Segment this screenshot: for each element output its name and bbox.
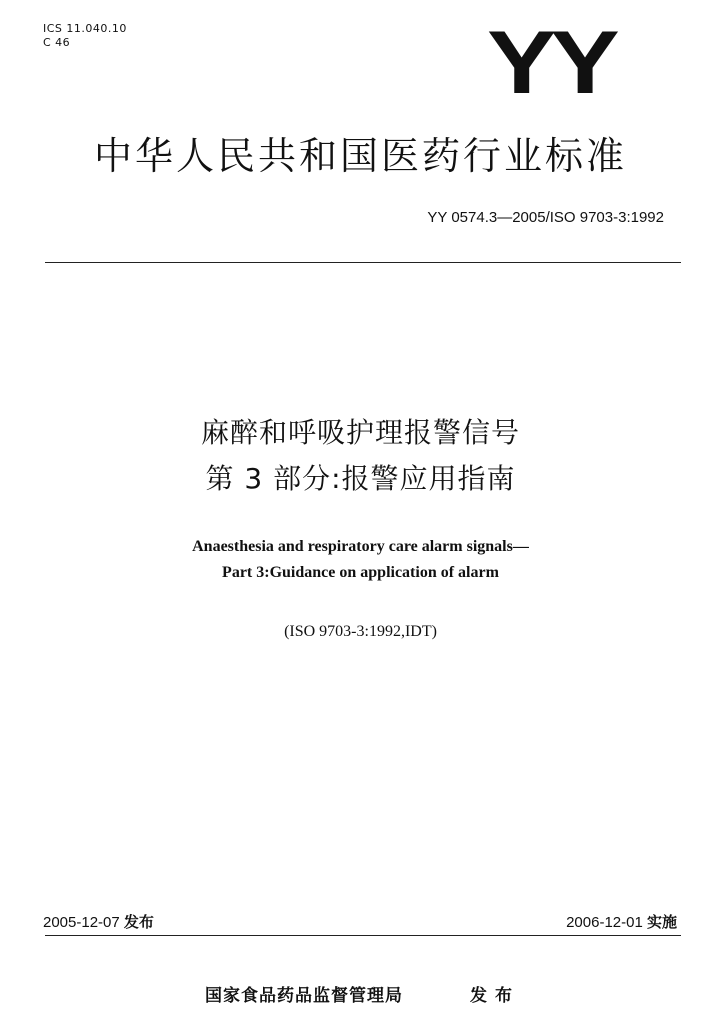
ccs-code: C 46 bbox=[43, 36, 71, 49]
chinese-title-line-1: 麻醉和呼吸护理报警信号 bbox=[200, 416, 520, 449]
publish-date: 2005-12-07 bbox=[43, 914, 120, 931]
publish-date-block bbox=[43, 913, 154, 933]
implement-date-block bbox=[566, 913, 677, 933]
issue-label: 发布 bbox=[470, 986, 520, 1006]
english-title-line-2: Part 3:Guidance on application of alarm bbox=[222, 564, 499, 581]
implement-date: 2006-12-01 bbox=[566, 914, 643, 931]
english-title-line-1: Anaesthesia and respiratory care alarm signals— bbox=[192, 538, 529, 555]
publish-label: 发布 bbox=[123, 914, 154, 931]
classification-codes bbox=[43, 22, 127, 50]
issuing-authority: 国家食品药品监督管理局 bbox=[205, 986, 403, 1006]
chinese-title-line-2: 第 3 部分:报警应用指南 bbox=[205, 462, 516, 495]
iso-equivalence: (ISO 9703-3:1992,IDT) bbox=[284, 623, 437, 640]
industry-standard-title: 中华人民共和国医药行业标准 bbox=[93, 134, 627, 178]
ics-code: ICS 11.040.10 bbox=[43, 22, 127, 35]
implement-label: 实施 bbox=[646, 914, 677, 931]
standard-number: YY 0574.3—2005/ISO 9703-3:1992 bbox=[427, 209, 664, 226]
footer-divider bbox=[45, 935, 681, 936]
standard-logo: YY bbox=[487, 12, 614, 113]
header-divider bbox=[45, 262, 681, 263]
